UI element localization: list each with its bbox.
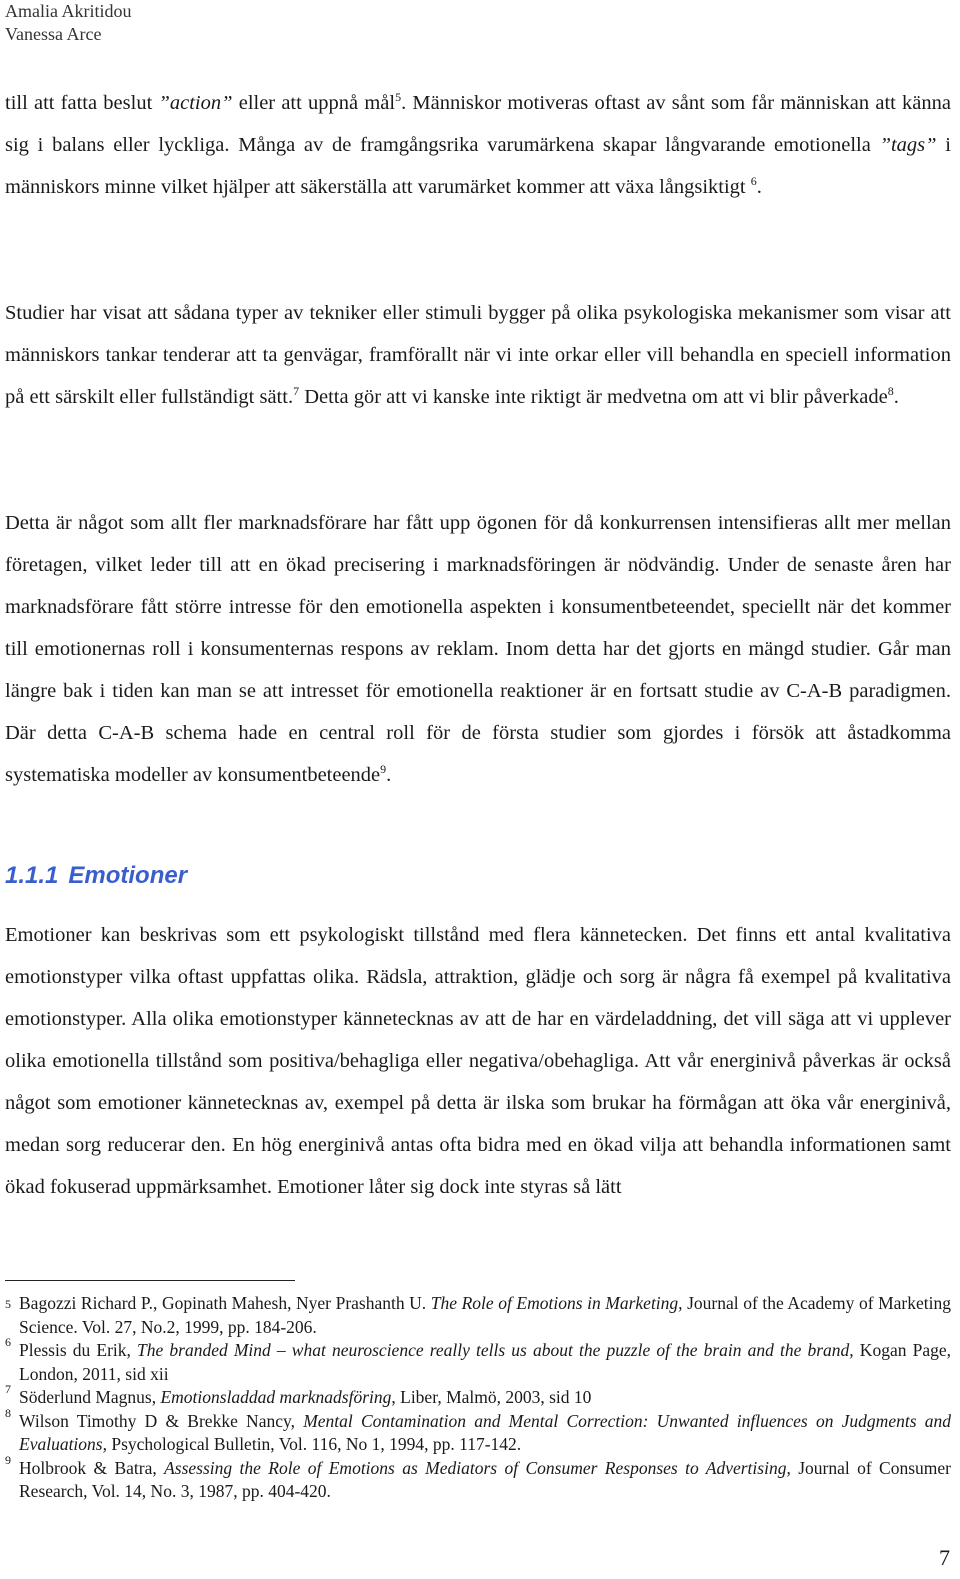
section-number: 1.1.1 <box>5 862 59 889</box>
footnote-number: 5 <box>5 1297 11 1311</box>
footnote-divider <box>5 1280 295 1281</box>
footnote-number: 8 <box>5 1405 11 1420</box>
author-name: Amalia Akritidou <box>5 1 132 21</box>
page-number: 7 <box>939 1545 950 1570</box>
footnote-ref: 8 <box>887 384 894 398</box>
footnote: 9 Holbrook & Batra, Assessing the Role of Emotions as Mediators of Consumer Responses to Advertising, Journal of Consumer Research, Vol. 14, No. 3, 1987, pp. 404-420. <box>5 1457 951 1504</box>
body-paragraph: Studier har visat att sådana typer av tekniker eller stimuli bygger på olika psykologiska mekanismer som visar att människors tankar tenderar att ta genvägar, framförallt när vi inte orkar eller vill behandla en speciell information på ett särskilt eller fullständigt sätt.$^7$ Detta gör att vi kanske inte riktigt är medvetna om att vi blir påverkade$^8$. <box>5 302 951 408</box>
footnote-number: 6 <box>5 1335 11 1349</box>
footnote: 6 Plessis du Erik, The branded Mind – what neuroscience really tells us about the puzzle of the brain and the brand, Kogan Page, London, 2011, sid xii <box>5 1339 951 1386</box>
footnote: 8 Wilson Timothy D & Brekke Nancy, Mental Contamination and Mental Correction: Unwanted influences on Judgments and Evaluations, Psychological Bulletin, Vol. 116, No 1, 1994, pp. 117-142. <box>5 1410 951 1457</box>
footnote: 7 Söderlund Magnus, Emotionsladdad marknadsföring, Liber, Malmö, 2003, sid 10 <box>5 1386 951 1410</box>
author-name: Vanessa Arce <box>5 24 102 44</box>
body-paragraph: till att fatta beslut ”action” eller att uppnå mål$^5$. Människor motiveras oftast av sånt som får människan att känna sig i balans eller lyckliga. Många av de framgångsrika varumärkena skapar långvarande emotionella ”tags” i människors minne vilket hjälper att säkerställa att varumärket kommer att växa långsiktigt $^6$. <box>5 90 951 198</box>
page-header <box>5 0 131 46</box>
footnote-ref: 9 <box>380 762 387 776</box>
section-heading <box>5 862 197 890</box>
footnotes <box>5 1292 951 1504</box>
footnote-ref: 6 <box>750 174 757 188</box>
footnote: 5 Bagozzi Richard P., Gopinath Mahesh, Nyer Prashanth U. The Role of Emotions in Marketing, Journal of the Academy of Marketing Science. Vol. 27, No.2, 1999, pp. 184-206. <box>5 1293 951 1337</box>
footnote-ref: 7 <box>293 384 300 398</box>
body-paragraph: Emotioner kan beskrivas som ett psykologiskt tillstånd med flera kännetecken. Det finns ett antal kvalitativa emotionstyper vilka oftast uppfattas olika. Rädsla, attraktion, glädje och sorg är några få exempel på kvalitativa emotionstyper. Alla olika emotionstyper kännetecknas av att de har en värdeladdning, det vill säga att vi upplever olika emotionella tillstånd som positiva/behagliga eller negativa/obehagliga. Att vår energinivå påverkas är också något som emotioner kännetecknas av, exempel på detta är ilska som brukar ha förmågan att öka vår energinivå, medan sorg reducerar den. En hög energinivå antas ofta bidra med en ökad vilja att behandla informationen samt ökad fokuserad uppmärksamhet. Emotioner låter sig dock inte styras så lätt <box>5 924 951 1198</box>
body-paragraph: Detta är något som allt fler marknadsförare har fått upp ögonen för då konkurrensen intensifieras allt mer mellan företagen, vilket leder till att en ökad precisering i marknadsföringen är nödvändig. Under de senaste åren har marknadsförare fått större intresse för den emotionella aspekten i konsumentbeteendet, speciellt när det kommer till emotionernas roll i konsumenternas respons av reklam. Inom detta har det gjorts en mängd studier. Går man längre bak i tiden kan man se att intresset för emotionella reaktioner är en fortsatt studie av C-A-B paradigmen. Där detta C-A-B schema hade en central roll för de första studier som gjordes i försök att åstadkomma systematiska modeller av konsumentbeteende$^9$. <box>5 512 951 786</box>
footnote-number: 9 <box>5 1452 11 1467</box>
footnote-number: 7 <box>5 1382 11 1396</box>
footnote-ref: 5 <box>395 90 402 104</box>
section-title: Emotioner <box>68 862 188 889</box>
